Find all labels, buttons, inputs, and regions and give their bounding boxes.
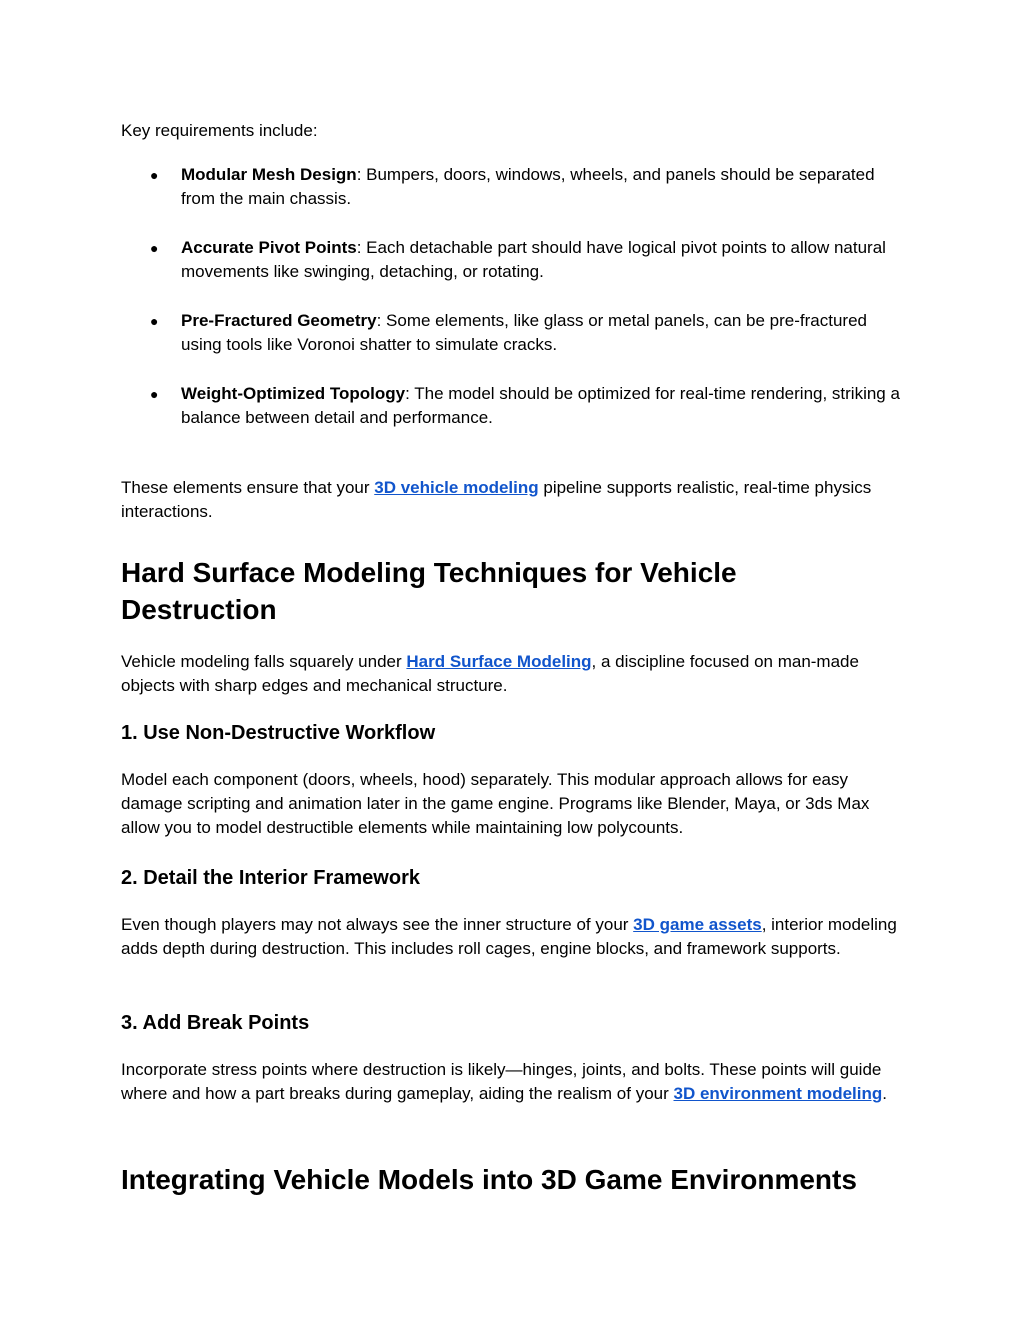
step-1-body: Model each component (doors, wheels, hood) separately. This modular approach allows for easy damage scripting and animation later in the game engine. Programs like Blender, Maya, or 3ds Max allow you to model destructible elements while maintaining low polycounts.: [121, 770, 870, 837]
heading-hard-surface: Hard Surface Modeling Techniques for Vehicle Destruction: [121, 557, 737, 625]
requirement-description: : Each detachable part should have logical pivot points to allow natural movements like swinging, detaching, or rotating.: [181, 238, 886, 281]
requirement-term: Weight-Optimized Topology: [181, 384, 406, 403]
bullet-icon: ●: [150, 386, 159, 402]
link-3d-vehicle-modeling[interactable]: 3D vehicle modeling: [374, 478, 539, 497]
bullet-icon: ●: [150, 313, 159, 329]
requirement-description: : Some elements, like glass or metal panels, can be pre-fractured using tools like Voronoi shatter to simulate cracks.: [181, 311, 867, 354]
requirement-term: Pre-Fractured Geometry: [181, 311, 377, 330]
hard-surface-intro: [121, 650, 911, 698]
link-hard-surface-modeling[interactable]: Hard Surface Modeling: [406, 652, 592, 671]
requirement-description: : The model should be optimized for real-time rendering, striking a balance between detail and performance.: [181, 384, 900, 427]
heading-step-2: 2. Detail the Interior Framework: [121, 867, 420, 889]
list-item: [121, 309, 911, 357]
step-3-text-before: Incorporate stress points where destruction is likely—hinges, joints, and bolts. These points will guide where and how a part breaks during gameplay, aiding the realism of your: [121, 1060, 882, 1103]
closing-text-before: These elements ensure that your: [121, 478, 375, 497]
closing-text-after: pipeline supports realistic, real-time physics interactions.: [121, 478, 872, 521]
requirement-term: Accurate Pivot Points: [181, 238, 357, 257]
list-item: [121, 236, 911, 284]
step-3-text-after: .: [882, 1084, 887, 1103]
step-2-text-before: Even though players may not always see the inner structure of your: [121, 915, 634, 934]
requirements-list: [121, 163, 911, 455]
heading-step-1: 1. Use Non-Destructive Workflow: [121, 722, 436, 744]
list-item: [121, 382, 911, 430]
hard-surface-text-after: , a discipline focused on man-made objects with sharp edges and mechanical structure.: [121, 652, 859, 695]
heading-step-3: 3. Add Break Points: [121, 1012, 310, 1034]
heading-integrating: Integrating Vehicle Models into 3D Game Environments: [121, 1164, 857, 1195]
step-2-text-after: , interior modeling adds depth during destruction. This includes roll cages, engine blocks, and framework supports.: [121, 915, 897, 958]
requirement-description: : Bumpers, doors, windows, wheels, and panels should be separated from the main chassis.: [181, 165, 875, 208]
step-3-body: [121, 1058, 911, 1106]
link-3d-game-assets[interactable]: 3D game assets: [633, 915, 762, 934]
requirement-term: Modular Mesh Design: [181, 165, 357, 184]
bullet-icon: ●: [150, 240, 159, 256]
closing-paragraph: [121, 476, 911, 524]
step-2-body: [121, 913, 911, 961]
intro-text: Key requirements include:: [121, 121, 318, 140]
hard-surface-text-before: Vehicle modeling falls squarely under: [121, 652, 407, 671]
bullet-icon: ●: [150, 167, 159, 183]
link-3d-environment-modeling[interactable]: 3D environment modeling: [673, 1084, 883, 1103]
list-item: [121, 163, 911, 211]
